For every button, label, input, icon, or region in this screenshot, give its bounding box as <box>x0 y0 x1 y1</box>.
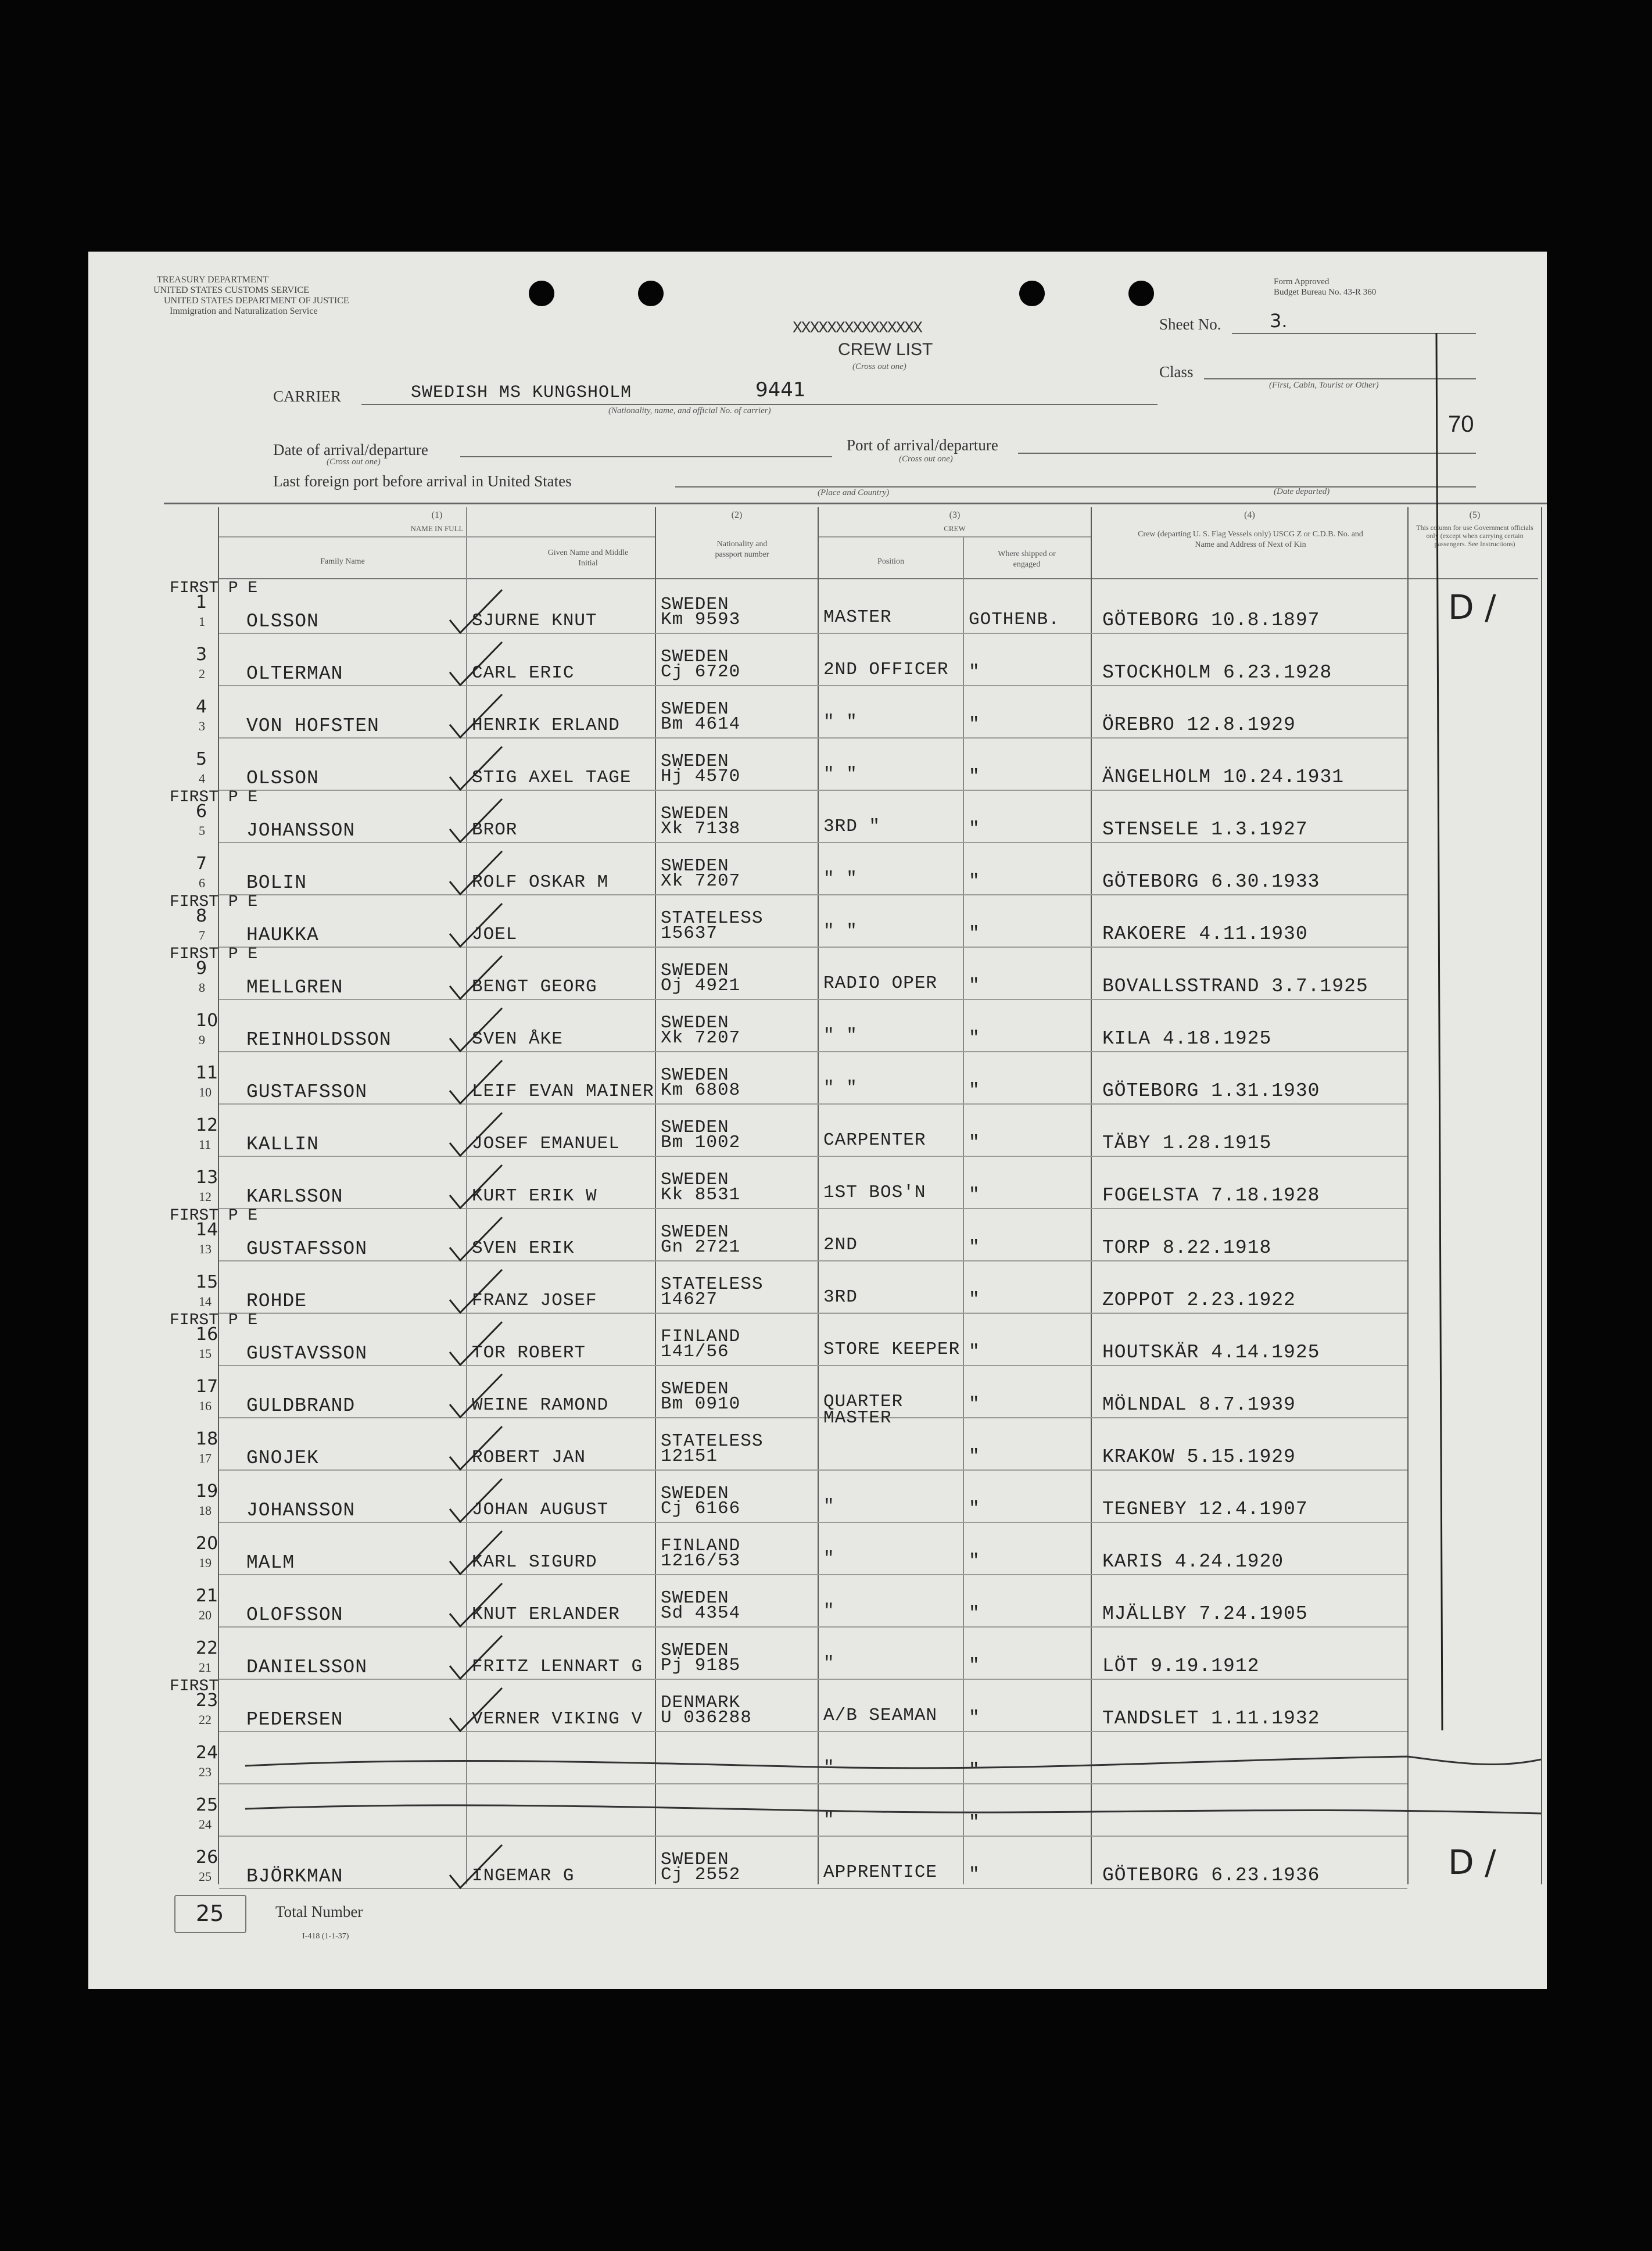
position: 3RD " <box>823 816 881 837</box>
handwritten-number: 1 <box>196 592 207 612</box>
given-name: VERNER VIKING V <box>472 1709 643 1729</box>
next-of-kin: ÖREBRO 12.8.1929 <box>1102 714 1296 736</box>
passport-number: Sd 4354 <box>661 1603 741 1623</box>
nationality: SWEDEN <box>661 594 729 615</box>
where-shipped: " <box>969 819 980 839</box>
position: A/B SEAMAN <box>823 1705 938 1726</box>
given-name: TOR ROBERT <box>472 1343 586 1363</box>
next-of-kin: STOCKHOLM 6.23.1928 <box>1102 662 1332 683</box>
row-number: 24 <box>199 1817 212 1831</box>
nationality: DENMARK <box>661 1693 741 1713</box>
passport-number: Xk 7138 <box>661 819 741 839</box>
row-number: 1 <box>199 614 205 629</box>
where-shipped: " <box>969 1760 980 1780</box>
family-name: GUSTAVSSON <box>246 1343 368 1364</box>
given-name: KARL SIGURD <box>472 1552 597 1572</box>
next-of-kin: BOVALLSSTRAND 3.7.1925 <box>1102 976 1368 997</box>
where-shipped: " <box>969 871 980 891</box>
handwritten-number: 26 <box>196 1847 218 1868</box>
given-name: STIG AXEL TAGE <box>472 768 632 788</box>
row-number: 10 <box>199 1085 212 1099</box>
crew-list-sheet <box>88 252 1547 1989</box>
where-shipped: " <box>969 1551 980 1571</box>
passport-number: Kk 8531 <box>661 1185 741 1205</box>
position: QUARTER MASTER <box>823 1392 904 1428</box>
position: " <box>823 1549 835 1569</box>
family-name: VON HOFSTEN <box>246 715 379 737</box>
given-name: ROBERT JAN <box>472 1447 586 1468</box>
struck-title: XXXXXXXXXXXXXXX <box>793 320 922 338</box>
carrier-note: (Nationality, name, and official No. of carrier) <box>608 406 771 415</box>
handwritten-number: 3 <box>196 644 207 665</box>
place-note: (Place and Country) <box>818 488 890 497</box>
class-note: (First, Cabin, Tourist or Other) <box>1269 381 1379 390</box>
where-shipped: " <box>969 1812 980 1833</box>
nationality: SWEDEN <box>661 751 729 772</box>
given-name: FRANZ JOSEF <box>472 1291 597 1311</box>
family-name: GULDBRAND <box>246 1395 356 1417</box>
given-name: JOSEF EMANUEL <box>472 1134 620 1154</box>
next-of-kin: TEGNEBY 12.4.1907 <box>1102 1499 1308 1520</box>
position: CARPENTER <box>823 1130 926 1150</box>
given-name: HENRIK ERLAND <box>472 715 620 736</box>
position: " <box>823 1653 835 1673</box>
class-label: Class <box>1159 363 1194 381</box>
next-of-kin: KRAKOW 5.15.1929 <box>1102 1446 1296 1468</box>
where-shipped: " <box>969 1446 980 1467</box>
next-of-kin: GÖTEBORG 1.31.1930 <box>1102 1080 1320 1102</box>
nationality: FINLAND <box>661 1327 741 1347</box>
passport-number: Km 9593 <box>661 610 741 630</box>
position: " <box>823 1496 835 1517</box>
nationality: STATELESS <box>661 908 764 929</box>
next-of-kin: MJÄLLBY 7.24.1905 <box>1102 1603 1308 1625</box>
passport-number: Cj 6720 <box>661 662 741 682</box>
where-shipped: " <box>969 766 980 787</box>
nationality: SWEDEN <box>661 1588 729 1608</box>
carrier-label: CARRIER <box>273 388 342 405</box>
row-number: 14 <box>199 1294 212 1309</box>
next-of-kin: GÖTEBORG 10.8.1897 <box>1102 610 1320 631</box>
sheet-value: 3. <box>1270 310 1288 332</box>
next-of-kin: HOUTSKÄR 4.14.1925 <box>1102 1342 1320 1363</box>
pe-note: FIRST P E <box>170 788 258 807</box>
handwritten-number: 4 <box>196 697 207 717</box>
family-name: BOLIN <box>246 872 307 894</box>
row-number: 16 <box>199 1399 212 1413</box>
next-of-kin: RAKOERE 4.11.1930 <box>1102 923 1308 945</box>
row-number: 7 <box>199 928 205 942</box>
handwritten-number: 7 <box>196 854 207 874</box>
row-number: 4 <box>199 771 205 786</box>
family-name: DANIELSSON <box>246 1657 368 1678</box>
family-name: JOHANSSON <box>246 820 356 841</box>
next-of-kin: ZOPPOT 2.23.1922 <box>1102 1289 1296 1311</box>
where-shipped: " <box>969 1185 980 1205</box>
handwritten-number: 17 <box>196 1377 218 1397</box>
nationality: SWEDEN <box>661 699 729 719</box>
passport-number: Gn 2721 <box>661 1237 741 1257</box>
date-departed-note: (Date departed) <box>1274 487 1330 496</box>
form-title: CREW LIST <box>838 340 933 359</box>
next-of-kin: KARIS 4.24.1920 <box>1102 1551 1284 1572</box>
nationality: SWEDEN <box>661 647 729 667</box>
given-name: ROLF OSKAR M <box>472 872 609 892</box>
passport-number: 15637 <box>661 923 718 944</box>
col4-number: (4) <box>1244 510 1255 520</box>
nationality: SWEDEN <box>661 1483 729 1504</box>
col1-family-name: Family Name <box>320 557 365 566</box>
pe-note: FIRST P E <box>170 945 258 963</box>
given-name: LEIF EVAN MAINER <box>472 1081 654 1102</box>
where-shipped: " <box>969 1394 980 1414</box>
nationality: SWEDEN <box>661 1013 729 1033</box>
handwritten-number: 11 <box>196 1063 218 1083</box>
row-number: 21 <box>199 1660 212 1675</box>
passport-number: 141/56 <box>661 1342 729 1362</box>
handwritten-number: 15 <box>196 1272 218 1292</box>
total-value: 25 <box>196 1901 224 1926</box>
col3-position: Position <box>877 557 904 566</box>
given-name: INGEMAR G <box>472 1866 575 1886</box>
handwritten-number: 25 <box>196 1795 218 1815</box>
where-shipped: " <box>969 714 980 734</box>
next-of-kin: MÖLNDAL 8.7.1939 <box>1102 1394 1296 1415</box>
position: " <box>823 1810 835 1830</box>
row-number: 17 <box>199 1451 212 1465</box>
pe-note: FIRST P E <box>170 893 258 911</box>
title-note: (Cross out one) <box>852 362 906 371</box>
next-of-kin: ÄNGELHOLM 10.24.1931 <box>1102 766 1345 788</box>
position: RADIO OPER <box>823 973 938 994</box>
given-name: FRITZ LENNART G <box>472 1657 643 1677</box>
where-shipped: " <box>969 662 980 682</box>
pe-note: FIRST P E <box>170 579 258 597</box>
position: " " <box>823 712 858 732</box>
position: 1ST BOS'N <box>823 1182 926 1203</box>
handwritten-number: 14 <box>196 1220 218 1240</box>
row-number: 5 <box>199 823 205 838</box>
row-number: 3 <box>199 719 205 733</box>
official-mark: D / <box>1448 1843 1496 1882</box>
row-number: 15 <box>199 1346 212 1361</box>
position: MASTER <box>823 607 892 628</box>
position: " " <box>823 1078 858 1098</box>
row-number: 18 <box>199 1503 212 1518</box>
given-name: JOEL <box>472 924 518 945</box>
handwritten-number: 20 <box>196 1533 218 1554</box>
total-label: Total Number <box>275 1903 363 1920</box>
next-of-kin: STENSELE 1.3.1927 <box>1102 819 1308 840</box>
given-name: SVEN ERIK <box>472 1238 575 1259</box>
position: APPRENTICE <box>823 1862 938 1883</box>
position: 3RD <box>823 1287 858 1307</box>
family-name: KARLSSON <box>246 1186 343 1207</box>
last-port-label: Last foreign port before arrival in United States <box>273 472 572 490</box>
handwritten-number: 18 <box>196 1429 218 1449</box>
given-name: BENGT GEORG <box>472 977 597 997</box>
col1-title: NAME IN FULL <box>410 524 464 533</box>
nationality: SWEDEN <box>661 1222 729 1242</box>
passport-number: 1216/53 <box>661 1551 741 1571</box>
where-shipped: " <box>969 1499 980 1519</box>
passport-number: Bm 4614 <box>661 714 741 734</box>
handwritten-number: 22 <box>196 1638 218 1658</box>
given-name: KURT ERIK W <box>472 1186 597 1206</box>
handwritten-number: 16 <box>196 1324 218 1345</box>
where-shipped: " <box>969 1342 980 1362</box>
family-name: ROHDE <box>246 1291 307 1312</box>
nationality: SWEDEN <box>661 1117 729 1138</box>
col5-title: This column for use Government officials only (except when carrying certain passengers. See Instructions) <box>1416 524 1533 548</box>
where-shipped: " <box>969 1655 980 1676</box>
next-of-kin: GÖTEBORG 6.23.1936 <box>1102 1865 1320 1886</box>
where-shipped: " <box>969 1237 980 1257</box>
where-shipped: GOTHENB. <box>969 610 1060 630</box>
row-number: 25 <box>199 1869 212 1884</box>
pe-note: FIRST P E <box>170 1207 258 1225</box>
row-number: 11 <box>199 1137 212 1152</box>
col5-number: (5) <box>1469 510 1481 520</box>
where-shipped: " <box>969 1289 980 1310</box>
col2-title: Nationality and passport number <box>715 540 769 559</box>
next-of-kin: LÖT 9.19.1912 <box>1102 1655 1260 1677</box>
given-name: WEINE RAMOND <box>472 1395 609 1415</box>
passport-number: Bm 0910 <box>661 1394 741 1414</box>
given-name: SVEN ÅKE <box>472 1029 563 1049</box>
date-note: (Cross out one) <box>327 457 381 467</box>
row-number: 8 <box>199 980 205 995</box>
nationality: SWEDEN <box>661 1640 729 1661</box>
col1-number: (1) <box>431 510 443 520</box>
page-number: 70 <box>1448 411 1474 437</box>
row-number: 9 <box>199 1033 205 1047</box>
passport-number: Xk 7207 <box>661 1028 741 1048</box>
nationality: SWEDEN <box>661 960 729 981</box>
passport-number: Hj 4570 <box>661 766 741 787</box>
passport-number: 14627 <box>661 1289 718 1310</box>
handwritten-number: 6 <box>196 801 207 822</box>
nationality: SWEDEN <box>661 1065 729 1085</box>
nationality: SWEDEN <box>661 856 729 876</box>
next-of-kin: TÄBY 1.28.1915 <box>1102 1132 1272 1154</box>
given-name: BROR <box>472 820 518 840</box>
position: 2ND OFFICER <box>823 659 949 680</box>
next-of-kin: KILA 4.18.1925 <box>1102 1028 1272 1049</box>
where-shipped: " <box>969 1028 980 1048</box>
family-name: MELLGREN <box>246 977 343 998</box>
carrier-value: SWEDISH MS KUNGSHOLM <box>411 383 632 403</box>
family-name: OLTERMAN <box>246 663 343 684</box>
pe-note: FIRST P E <box>170 1311 258 1329</box>
family-name: PEDERSEN <box>246 1709 343 1730</box>
family-name: MALM <box>246 1552 295 1573</box>
form-approval-line-2: Budget Bureau No. 43-R 360 <box>1274 288 1377 297</box>
family-name: OLOFSSON <box>246 1604 343 1626</box>
carrier-number: 9441 <box>755 378 806 402</box>
nationality: STATELESS <box>661 1274 764 1295</box>
nationality: FINLAND <box>661 1536 741 1556</box>
nationality: SWEDEN <box>661 1379 729 1399</box>
col3-number: (3) <box>949 510 961 520</box>
row-number: 22 <box>199 1712 212 1727</box>
next-of-kin: TANDSLET 1.11.1932 <box>1102 1708 1320 1729</box>
next-of-kin: TORP 8.22.1918 <box>1102 1237 1272 1259</box>
family-name: GUSTAFSSON <box>246 1238 368 1260</box>
col2-number: (2) <box>731 510 743 520</box>
where-shipped: " <box>969 1603 980 1623</box>
handwritten-number: 12 <box>196 1115 218 1135</box>
family-name: HAUKKA <box>246 924 319 946</box>
col3-where-shipped: Where shipped or engaged <box>998 550 1056 569</box>
passport-number: Oj 4921 <box>661 976 741 996</box>
passport-number: Bm 1002 <box>661 1132 741 1153</box>
row-number: 6 <box>199 876 205 890</box>
where-shipped: " <box>969 1865 980 1885</box>
where-shipped: " <box>969 923 980 944</box>
nationality: SWEDEN <box>661 804 729 824</box>
handwritten-number: 13 <box>196 1167 218 1188</box>
row-number: 20 <box>199 1608 212 1622</box>
col4-title: Crew (departing U. S. Flag Vessels only) USCG Z or C.D.B. No. and Name and Address of Next of Kin <box>1138 530 1363 549</box>
agency-line-3: UNITED STATES DEPARTMENT OF JUSTICE <box>164 296 349 306</box>
row-number: 13 <box>199 1242 212 1256</box>
agency-line-4: Immigration and Naturalization Service <box>170 306 318 316</box>
row-number: 2 <box>199 666 205 681</box>
handwritten-number: 21 <box>196 1586 218 1606</box>
sheet-label: Sheet No. <box>1159 316 1221 333</box>
handwritten-number: 23 <box>196 1690 218 1711</box>
nationality: SWEDEN <box>661 1849 729 1870</box>
position: " " <box>823 764 858 784</box>
family-name: BJÖRKMAN <box>246 1866 343 1887</box>
position: " " <box>823 921 858 941</box>
row-number: 12 <box>199 1189 212 1204</box>
port-label: Port of arrival/departure <box>847 436 998 454</box>
where-shipped: " <box>969 1132 980 1153</box>
where-shipped: " <box>969 976 980 996</box>
col1-given-name: Given Name and Middle Initial <box>547 549 629 568</box>
next-of-kin: FOGELSTA 7.18.1928 <box>1102 1185 1320 1206</box>
next-of-kin: GÖTEBORG 6.30.1933 <box>1102 871 1320 892</box>
position: " " <box>823 869 858 889</box>
given-name: CARL ERIC <box>472 663 575 683</box>
family-name: JOHANSSON <box>246 1500 356 1521</box>
passport-number: 12151 <box>661 1446 718 1467</box>
where-shipped: " <box>969 1708 980 1728</box>
form-code: I-418 (1-1-37) <box>302 1932 349 1941</box>
official-mark: D / <box>1448 587 1496 627</box>
date-label: Date of arrival/departure <box>273 441 428 458</box>
given-name: JOHAN AUGUST <box>472 1500 609 1520</box>
handwritten-number: 24 <box>196 1743 218 1763</box>
passport-number: Xk 7207 <box>661 871 741 891</box>
position: 2ND <box>823 1235 858 1255</box>
passport-number: Cj 6166 <box>661 1499 741 1519</box>
passport-number: U 036288 <box>661 1708 752 1728</box>
family-name: REINHOLDSSON <box>246 1029 392 1051</box>
given-name: KNUT ERLANDER <box>472 1604 620 1625</box>
nationality: SWEDEN <box>661 1170 729 1190</box>
handwritten-number: 8 <box>196 906 207 926</box>
agency-line-2: UNITED STATES CUSTOMS SERVICE <box>153 285 309 295</box>
nationality: STATELESS <box>661 1431 764 1451</box>
handwritten-number: 5 <box>196 749 207 769</box>
family-name: OLSSON <box>246 611 319 632</box>
passport-number: Km 6808 <box>661 1080 741 1101</box>
form-approval-line-1: Form Approved <box>1274 277 1330 286</box>
family-name: GUSTAFSSON <box>246 1081 368 1103</box>
family-name: GNOJEK <box>246 1447 319 1469</box>
handwritten-number: 9 <box>196 958 207 978</box>
family-name: OLSSON <box>246 768 319 789</box>
passport-number: Cj 2552 <box>661 1865 741 1885</box>
agency-line-1: TREASURY DEPARTMENT <box>157 275 269 285</box>
position: STORE KEEPER <box>823 1339 961 1360</box>
passport-number: Pj 9185 <box>661 1655 741 1676</box>
position: " <box>823 1601 835 1621</box>
cancel-strike-lines <box>88 252 1547 1989</box>
row-number: 23 <box>199 1765 212 1779</box>
position: " <box>823 1758 835 1778</box>
col3-title: CREW <box>944 524 966 533</box>
where-shipped: " <box>969 1080 980 1101</box>
given-name: SJURNE KNUT <box>472 611 597 631</box>
position: " " <box>823 1026 858 1046</box>
row-number: 19 <box>199 1555 212 1570</box>
family-name: KALLIN <box>246 1134 319 1155</box>
handwritten-number: 10 <box>196 1010 218 1031</box>
pe-note: FIRST <box>170 1678 219 1696</box>
port-note: (Cross out one) <box>899 454 953 464</box>
handwritten-number: 19 <box>196 1481 218 1501</box>
